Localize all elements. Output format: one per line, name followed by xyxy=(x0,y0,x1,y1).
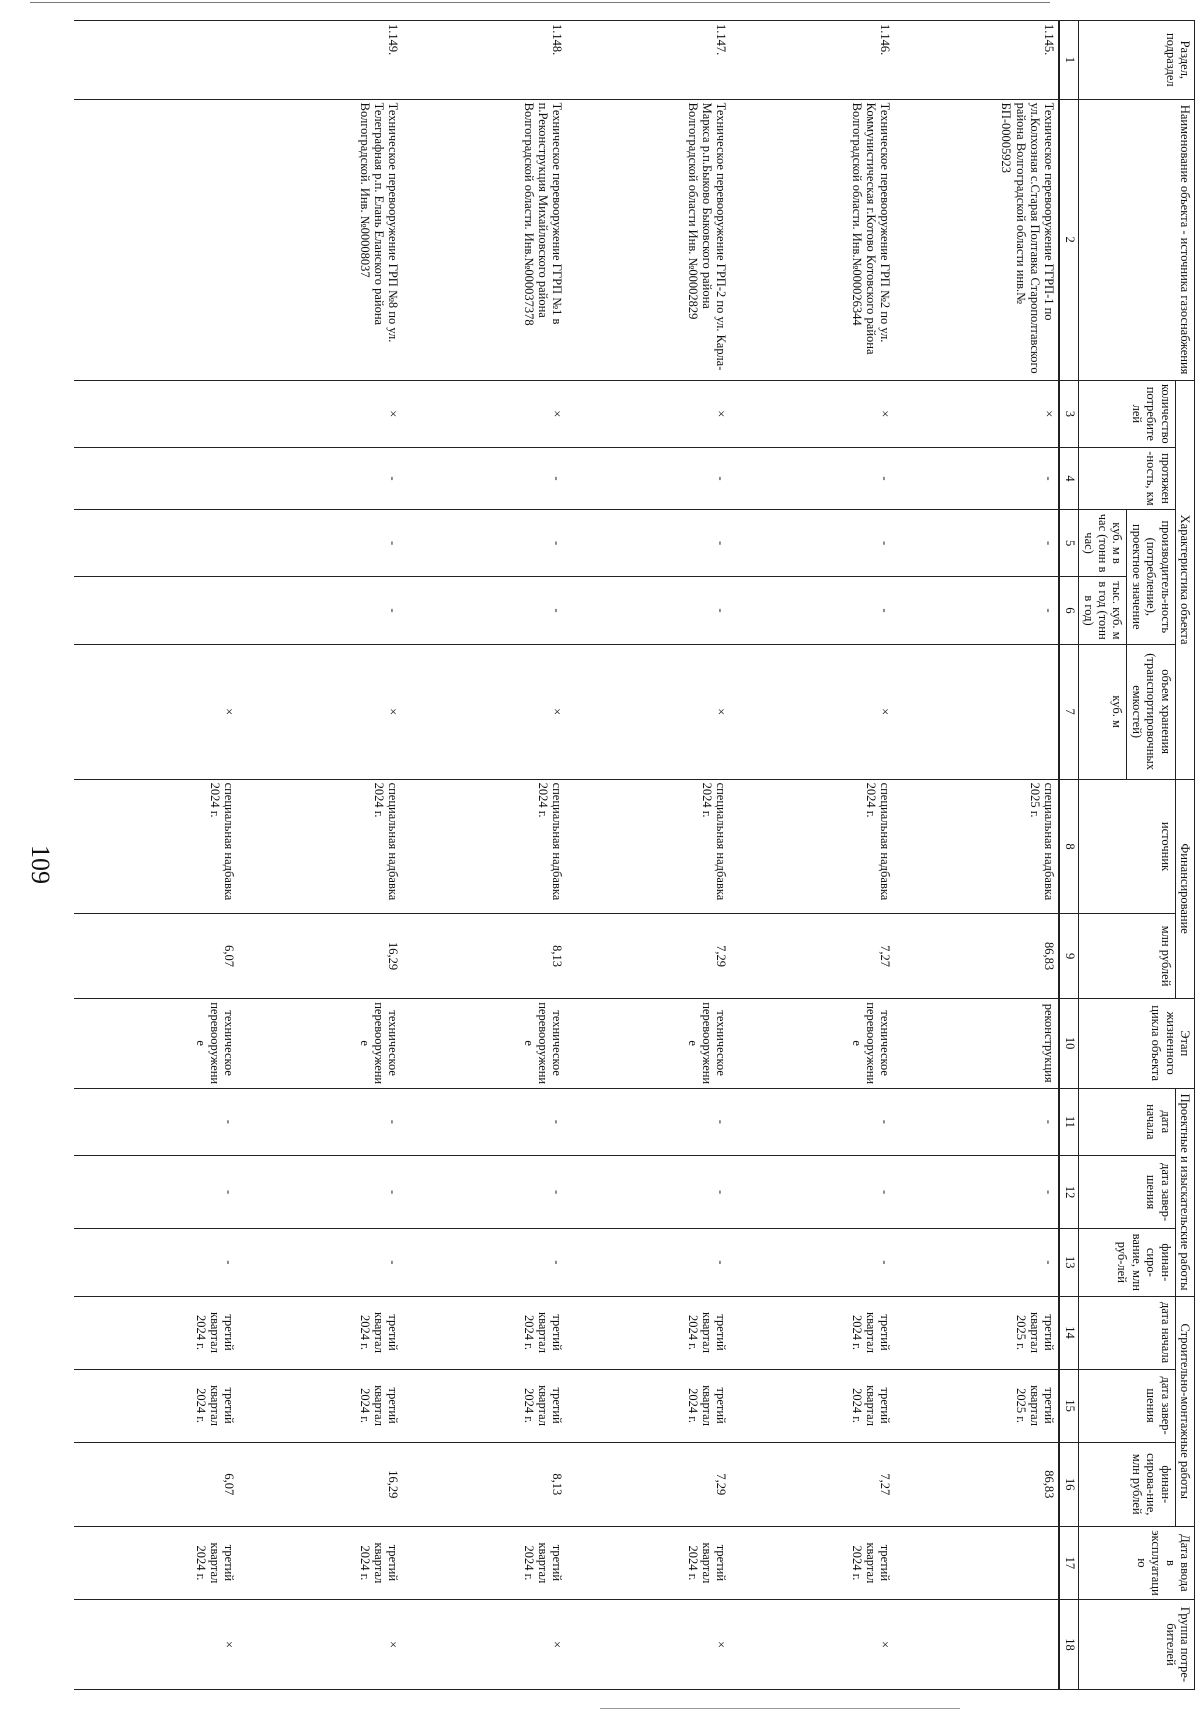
row-section: 1.149. xyxy=(238,21,402,100)
row-construction-start: третий квартал 2025 г. xyxy=(894,1296,1059,1369)
row-consumer-group: × xyxy=(730,1599,894,1689)
row-consumer-group xyxy=(894,1599,1059,1689)
row-source: специальная надбавка 2024 г. xyxy=(238,779,402,914)
header-financing: Финансирование xyxy=(1175,779,1194,998)
row-construction-end: третий квартал 2025 г. xyxy=(894,1369,1059,1442)
header-object-name: Наименование объекта - источника газоснабжения xyxy=(1079,99,1195,380)
row-design-end: - xyxy=(730,1156,894,1229)
row-construction-end: третий квартал 2024 г. xyxy=(74,1369,238,1442)
row-construction-financing: 7,27 xyxy=(730,1442,894,1526)
header-consumers-count: количество потребителей xyxy=(1079,380,1175,447)
row-length: - xyxy=(894,448,1059,510)
row-length: - xyxy=(730,448,894,510)
header-design-start: дата начала xyxy=(1079,1088,1175,1155)
row-per-year: - xyxy=(894,577,1059,644)
header-per-hour: куб. м в час (тонн в час) xyxy=(1079,509,1127,576)
row-stage: техническое перевооружение xyxy=(566,998,730,1088)
header-capacity: производитель-ность (потребление), проектное значение xyxy=(1127,509,1175,644)
row-construction-end: третий квартал 2024 г. xyxy=(566,1369,730,1442)
row-stage: техническое перевооружение xyxy=(730,998,894,1088)
row-design-start: - xyxy=(402,1088,566,1155)
row-source: специальная надбавка 2024 г. xyxy=(566,779,730,914)
row-object-name: Техническое перевооружение ГРП-2 по ул. Карла-Маркса р.п.Быково Быковского района Волгоградской области Инв. №00002829 xyxy=(566,99,730,380)
header-storage-unit: куб. м xyxy=(1079,644,1127,779)
row-object-name: Техническое перевооружение ГРП №2 по ул. Коммунистическая г.Котово Котовского района Волгоградской области. Инв.№000026344 xyxy=(730,99,894,380)
row-per-hour: - xyxy=(402,509,566,576)
col-number: 18 xyxy=(1059,1599,1079,1689)
row-per-hour: - xyxy=(238,509,402,576)
row-construction-end: третий квартал 2024 г. xyxy=(402,1369,566,1442)
row-construction-start: третий квартал 2024 г. xyxy=(730,1296,894,1369)
row-commission: третий квартал 2024 г. xyxy=(238,1526,402,1599)
col-number: 13 xyxy=(1059,1229,1079,1296)
row-storage: × xyxy=(566,644,730,779)
row-consumer-group: × xyxy=(402,1599,566,1689)
header-length: протяжен-ность, км xyxy=(1079,448,1175,510)
row-per-hour: - xyxy=(730,509,894,576)
row-object-name xyxy=(74,99,238,380)
row-object-name: Техническое перевооружение ГГРП №1 в п.Реконструкция Михайловского района Волгоградской области. Инв.№000037378 xyxy=(402,99,566,380)
col-number: 10 xyxy=(1059,998,1079,1088)
row-commission: третий квартал 2024 г. xyxy=(402,1526,566,1599)
row-commission: третий квартал 2024 г. xyxy=(74,1526,238,1599)
header-storage: объем хранения (транспортировочных емкостей) xyxy=(1127,644,1175,779)
row-commission: третий квартал 2024 г. xyxy=(730,1526,894,1599)
table-row xyxy=(894,21,1059,1690)
header-commission-date: Дата ввода в эксплуатацию xyxy=(1079,1526,1195,1599)
row-consumers xyxy=(74,380,238,447)
row-design-end: - xyxy=(894,1156,1059,1229)
rotated-table-wrapper xyxy=(25,20,1195,1690)
row-section: 1.147. xyxy=(566,21,730,100)
row-design-end: - xyxy=(566,1156,730,1229)
row-per-year: - xyxy=(402,577,566,644)
table-row xyxy=(730,21,894,1690)
table-row xyxy=(238,21,402,1690)
row-design-financing: - xyxy=(74,1229,238,1296)
row-per-year: - xyxy=(566,577,730,644)
row-consumers: × xyxy=(894,380,1059,447)
row-design-start: - xyxy=(74,1088,238,1155)
row-construction-start: третий квартал 2024 г. xyxy=(402,1296,566,1369)
header-design-financing: финан-сиро-вание, млн руб-лей xyxy=(1079,1229,1175,1296)
row-per-hour: - xyxy=(566,509,730,576)
row-design-end: - xyxy=(74,1156,238,1229)
row-storage: × xyxy=(730,644,894,779)
header-construction-financing: финан-сирова-ние, млн рублей xyxy=(1079,1442,1175,1526)
col-number: 15 xyxy=(1059,1369,1079,1442)
header-mln-rub: млн рублей xyxy=(1079,914,1175,998)
row-consumers: × xyxy=(730,380,894,447)
row-per-year: - xyxy=(238,577,402,644)
row-construction-end: третий квартал 2024 г. xyxy=(238,1369,402,1442)
row-mln-rub: 7,29 xyxy=(566,914,730,998)
col-number: 11 xyxy=(1059,1088,1079,1155)
table-body xyxy=(74,21,1059,1690)
row-consumers: × xyxy=(566,380,730,447)
row-construction-financing: 8,13 xyxy=(402,1442,566,1526)
col-number: 12 xyxy=(1059,1156,1079,1229)
header-construction-end: дата завер-шения xyxy=(1079,1369,1175,1442)
top-rule xyxy=(30,2,1050,3)
row-storage: × xyxy=(74,644,238,779)
row-stage: техническое перевооружение xyxy=(402,998,566,1088)
row-design-start: - xyxy=(566,1088,730,1155)
row-design-start: - xyxy=(730,1088,894,1155)
row-section: 1.145. xyxy=(894,21,1059,100)
header-construction-works: Строительно-монтажные работы xyxy=(1175,1296,1194,1526)
col-number: 3 xyxy=(1059,380,1079,447)
table-row xyxy=(402,21,566,1690)
row-source: специальная надбавка 2024 г. xyxy=(730,779,894,914)
header-design-end: дата завер-шения xyxy=(1079,1156,1175,1229)
col-number: 17 xyxy=(1059,1526,1079,1599)
row-source: специальная надбавка 2025 г. xyxy=(894,779,1059,914)
row-storage: × xyxy=(402,644,566,779)
row-consumers: × xyxy=(238,380,402,447)
row-stage: техническое перевооружение xyxy=(74,998,238,1088)
gas-supply-table xyxy=(74,20,1195,1690)
header-section: Раздел, подраздел xyxy=(1079,21,1195,100)
col-number: 4 xyxy=(1059,448,1079,510)
row-construction-financing: 6,07 xyxy=(74,1442,238,1526)
row-source: специальная надбавка 2024 г. xyxy=(402,779,566,914)
row-stage: реконструкция xyxy=(894,998,1059,1088)
row-construction-financing: 86,83 xyxy=(894,1442,1059,1526)
row-storage: × xyxy=(238,644,402,779)
row-construction-start: третий квартал 2024 г. xyxy=(566,1296,730,1369)
row-mln-rub: 7,27 xyxy=(730,914,894,998)
row-per-hour: - xyxy=(894,509,1059,576)
row-length: - xyxy=(566,448,730,510)
row-section: 1.146. xyxy=(730,21,894,100)
row-mln-rub: 6,07 xyxy=(74,914,238,998)
column-number-row xyxy=(1059,21,1079,1690)
row-consumer-group: × xyxy=(74,1599,238,1689)
row-construction-start: третий квартал 2024 г. xyxy=(74,1296,238,1369)
header-construction-start: дата начала xyxy=(1079,1296,1175,1369)
row-consumer-group: × xyxy=(566,1599,730,1689)
row-source: специальная надбавка 2024 г. xyxy=(74,779,238,914)
row-length: - xyxy=(402,448,566,510)
row-section xyxy=(74,21,238,100)
row-design-financing: - xyxy=(894,1229,1059,1296)
row-design-financing: - xyxy=(566,1229,730,1296)
row-mln-rub: 8,13 xyxy=(402,914,566,998)
row-per-hour xyxy=(74,509,238,576)
row-mln-rub: 86,83 xyxy=(894,914,1059,998)
col-number: 5 xyxy=(1059,509,1079,576)
row-object-name: Техническое перевооружение ГРП №8 по ул. Телеграфная р.п. Елань Еланского района Волгоградской. Инв. №00008037 xyxy=(238,99,402,380)
row-commission: третий квартал 2024 г. xyxy=(566,1526,730,1599)
row-consumers: × xyxy=(402,380,566,447)
header-per-year: тыс. куб. м в год (тонн в год) xyxy=(1079,577,1127,644)
col-number: 6 xyxy=(1059,577,1079,644)
row-storage xyxy=(894,644,1059,779)
row-design-start: - xyxy=(238,1088,402,1155)
col-number: 14 xyxy=(1059,1296,1079,1369)
row-object-name: Техническое перевооружение ГГРП-1 по ул.Колхозная с.Старая Полтавка Старополтавского района Волгоградской области инв.№ БП-00005923 xyxy=(894,99,1059,380)
row-construction-end: третий квартал 2024 г. xyxy=(730,1369,894,1442)
row-length: - xyxy=(238,448,402,510)
row-length xyxy=(74,448,238,510)
row-per-year: - xyxy=(730,577,894,644)
row-construction-start: третий квартал 2024 г. xyxy=(238,1296,402,1369)
col-number: 16 xyxy=(1059,1442,1079,1526)
row-construction-financing: 7,29 xyxy=(566,1442,730,1526)
row-stage: техническое перевооружение xyxy=(238,998,402,1088)
col-number: 9 xyxy=(1059,914,1079,998)
row-design-financing: - xyxy=(238,1229,402,1296)
table-row xyxy=(566,21,730,1690)
header-characteristics: Характеристика объекта xyxy=(1175,380,1194,779)
col-number: 1 xyxy=(1059,21,1079,100)
col-number: 7 xyxy=(1059,644,1079,779)
row-section: 1.148. xyxy=(402,21,566,100)
col-number: 8 xyxy=(1059,779,1079,914)
row-mln-rub: 16,29 xyxy=(238,914,402,998)
row-commission xyxy=(894,1526,1059,1599)
bottom-rule xyxy=(600,1708,960,1709)
row-design-end: - xyxy=(238,1156,402,1229)
row-design-financing: - xyxy=(402,1229,566,1296)
header-consumer-group: Группа потре-бителей xyxy=(1079,1599,1195,1689)
header-source: источник xyxy=(1079,779,1175,914)
row-construction-financing: 16,29 xyxy=(238,1442,402,1526)
row-design-end: - xyxy=(402,1156,566,1229)
row-design-start: - xyxy=(894,1088,1059,1155)
row-consumer-group: × xyxy=(238,1599,402,1689)
col-number: 2 xyxy=(1059,99,1079,380)
header-lifecycle: Этап жизненного цикла объекта xyxy=(1079,998,1195,1088)
header-design-works: Проектные и изыскательские работы xyxy=(1175,1088,1194,1296)
row-design-financing: - xyxy=(730,1229,894,1296)
page-number: 109 xyxy=(26,845,55,884)
table-row xyxy=(74,21,238,1690)
row-per-year xyxy=(74,577,238,644)
